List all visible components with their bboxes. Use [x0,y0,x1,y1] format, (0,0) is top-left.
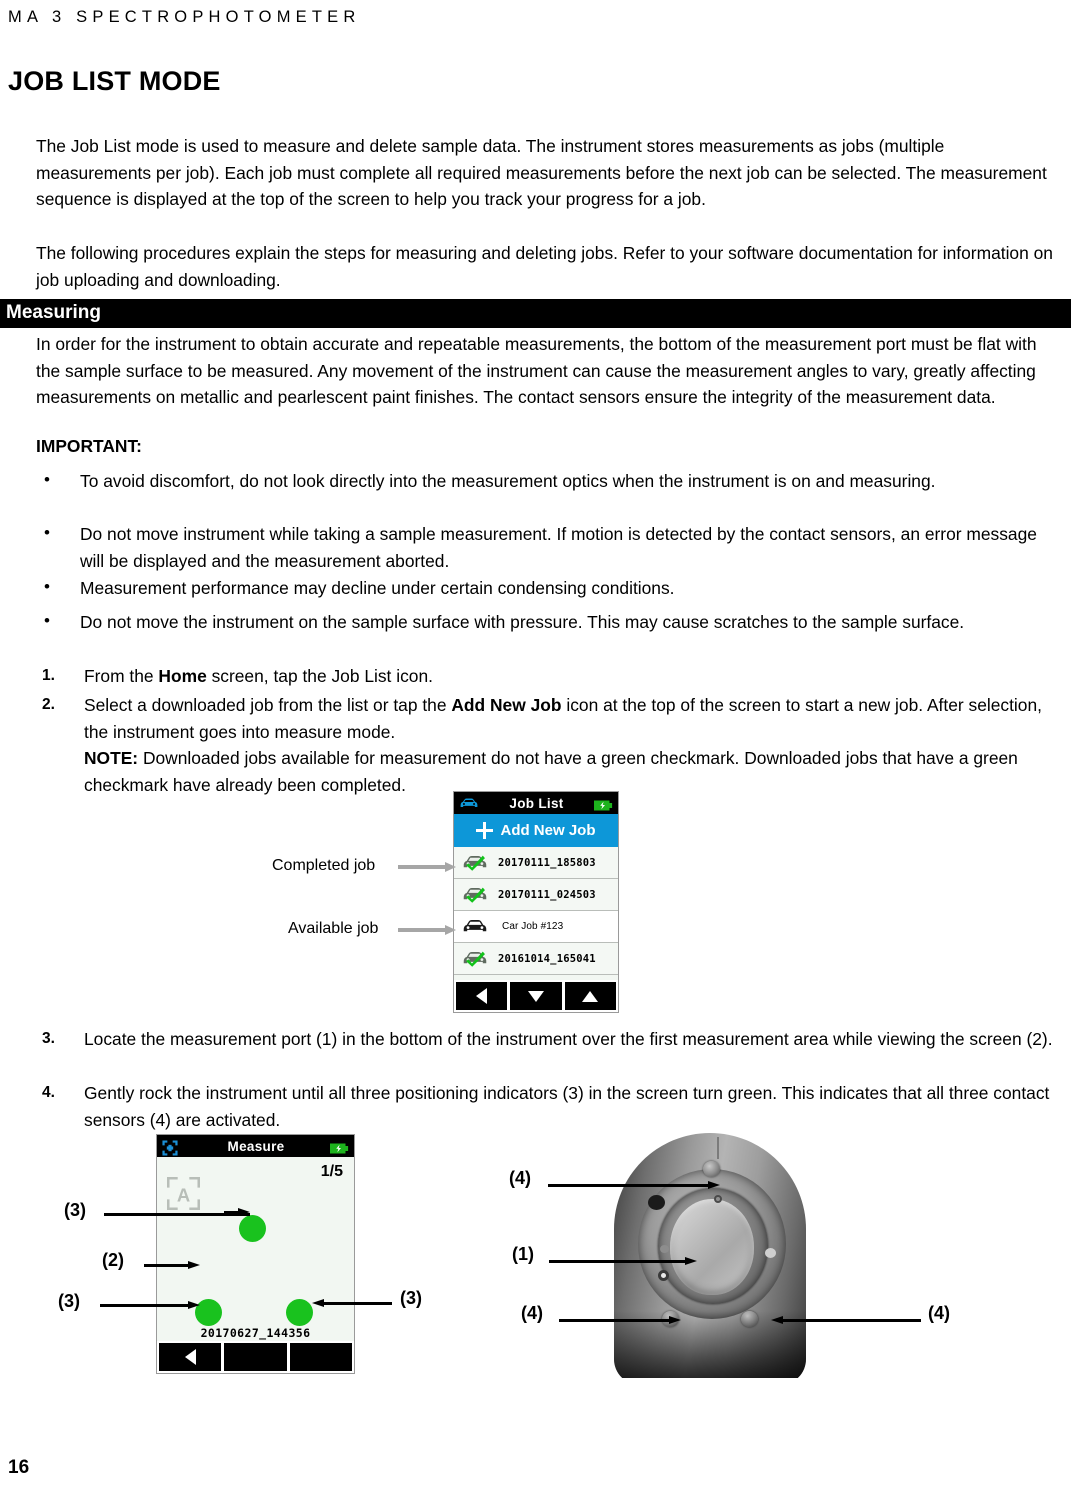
measurement-id-label: 20170627_144356 [200,1326,311,1340]
callout-arrow-1-port [549,1257,697,1266]
measure-device-screen [156,1134,355,1374]
measure-nav-bar [157,1341,354,1373]
back-arrow-icon [185,1349,196,1365]
page-number: 16 [8,1457,30,1478]
back-arrow-button[interactable] [159,1343,221,1371]
step-4-number: 4. [42,1084,55,1101]
svg-text:A: A [176,1184,191,1206]
measure-counter: 1/5 [320,1163,343,1180]
running-header: MA 3 SPECTROPHOTOMETER [8,8,361,26]
callout-arrow-2-screen [144,1261,200,1270]
add-new-job-button[interactable] [454,814,618,847]
job-list-status-bar [454,792,618,814]
callout-available-job: Available job [288,920,379,937]
intro-paragraph-1: The Job List mode is used to measure and delete sample data. The instrument stores measurements as jobs (multiple measurements per job). Each job must complete all required measurements before the next job can be selected. The measurement sequence is displayed at the top of the screen to help you track your progress for a job. [36,136,1047,210]
instrument-port-photo [600,1133,820,1378]
callout-arrow-4-bottom-left [559,1316,681,1325]
car-checkmark-icon [462,950,488,967]
car-icon [462,918,488,935]
bullet-item-1: • To avoid discomfort, do not look directly into the measurement optics when the instrument is on and measuring. [36,468,1060,495]
measure-title: Measure [227,1138,285,1154]
important-label: IMPORTANT: [36,436,142,456]
callout-arrow-available-job [398,925,456,935]
step-3-text: Locate the measurement port (1) in the bottom of the instrument over the first measurement area while viewing the screen (2). [84,1029,1053,1049]
blank-button-1[interactable] [224,1343,286,1371]
measure-status-bar [157,1135,354,1157]
step-2-text-before: Select a downloaded job from the list or tap the [84,695,452,715]
battery-icon [330,1141,349,1152]
positioning-indicator-top [239,1215,266,1242]
bullet-item-4: • Do not move the instrument on the sample surface with pressure. This may cause scratches to the sample surface. [36,609,1060,636]
step-4 [36,1080,1060,1133]
step-2-note-text: Downloaded jobs available for measurement do not have a green checkmark. Downloaded jobs that have a green checkmark have already been completed. [84,748,1018,795]
callout-number-4-bottom-left: (4) [521,1303,543,1323]
step-4-text: Gently rock the instrument until all three positioning indicators (3) in the screen turn green. This indicates that all three contact sensors (4) are activated. [84,1083,1050,1130]
job-list-device-screen [453,791,619,1013]
measure-body [157,1157,354,1342]
callout-arrow-3-top [224,1208,250,1217]
add-new-job-label: Add New Job [500,822,596,839]
car-checkmark-icon [462,886,488,903]
step-3 [36,1026,1060,1053]
list-item-label: 20170111_185803 [498,856,596,869]
callout-number-3-left: (3) [58,1291,80,1311]
battery-icon [594,798,613,809]
step-2-text-after: icon at the top of the screen to start a new job. After selection, the instrument goes into measure mode. [84,695,1042,742]
list-item-label: Car Job #123 [498,919,603,934]
list-item[interactable] [454,847,618,879]
callout-number-1-port: (1) [512,1244,534,1264]
up-arrow-button[interactable] [565,982,616,1010]
callout-arrow-completed-job [398,862,456,872]
positioning-indicator-bottom-right [286,1299,313,1326]
step-2-bold: Add New Job [451,695,562,715]
callout-number-4-top: (4) [509,1168,531,1188]
list-item[interactable] [454,911,618,943]
car-icon [459,797,479,810]
callout-arrow-3-left [100,1301,200,1310]
callout-completed-job: Completed job [272,857,376,874]
step-1 [36,663,1060,690]
job-list-nav-bar [454,980,618,1012]
section-heading-measuring: Measuring [0,299,1071,328]
step-2 [36,692,1060,798]
step-1-text-after: screen, tap the Job List icon. [206,666,433,686]
step-1-number: 1. [42,667,55,684]
list-item-label: 20161014_165041 [498,952,596,965]
up-arrow-icon [582,991,598,1002]
callout-number-3-top: (3) [64,1200,86,1220]
callout-arrow-4-top [548,1181,720,1190]
car-checkmark-icon [462,854,488,871]
down-arrow-button[interactable] [510,982,561,1010]
step-1-bold: Home [158,666,207,686]
blank-button-2[interactable] [290,1343,352,1371]
job-list-title: Job List [509,795,564,811]
step-2-note-label: NOTE: [84,748,139,769]
bullet-item-3: • Measurement performance may decline under certain condensing conditions. [36,575,1060,602]
measuring-paragraph: In order for the instrument to obtain accurate and repeatable measurements, the bottom of the measurement port must be flat with the sample surface to be measured. Any movement of the instrument can cause the measurement angles to vary, greatly affecting measurements on metallic and pearlescent paint finishes. The contact sensors ensure the integrity of the measurement data. [36,334,1037,408]
callout-number-4-bottom-right: (4) [928,1303,950,1323]
bullet-item-2: • Do not move instrument while taking a sample measurement. If motion is detected by the contact sensors, an error message will be displayed and the measurement aborted. [36,521,1060,574]
step-2-number: 2. [42,696,55,713]
list-item[interactable] [454,879,618,911]
intro-paragraph-2: The following procedures explain the steps for measuring and deleting jobs. Refer to your software documentation for information on job uploading and downloading. [36,243,1053,290]
page-title: JOB LIST MODE [8,66,221,96]
aperture-a-icon [167,1177,200,1210]
callout-arrow-3-right [312,1299,392,1308]
list-item[interactable] [454,943,618,975]
aperture-target-icon [162,1140,182,1153]
list-item-label: 20170111_024503 [498,888,596,901]
callout-number-3-right: (3) [400,1288,422,1308]
callout-number-2-screen: (2) [102,1250,124,1270]
step-1-text-before: From the [84,666,159,686]
back-arrow-button[interactable] [456,982,507,1010]
step-3-number: 3. [42,1030,55,1047]
callout-arrow-4-bottom-right [771,1316,921,1325]
plus-icon [476,822,493,839]
back-arrow-icon [476,988,487,1004]
down-arrow-icon [528,991,544,1002]
